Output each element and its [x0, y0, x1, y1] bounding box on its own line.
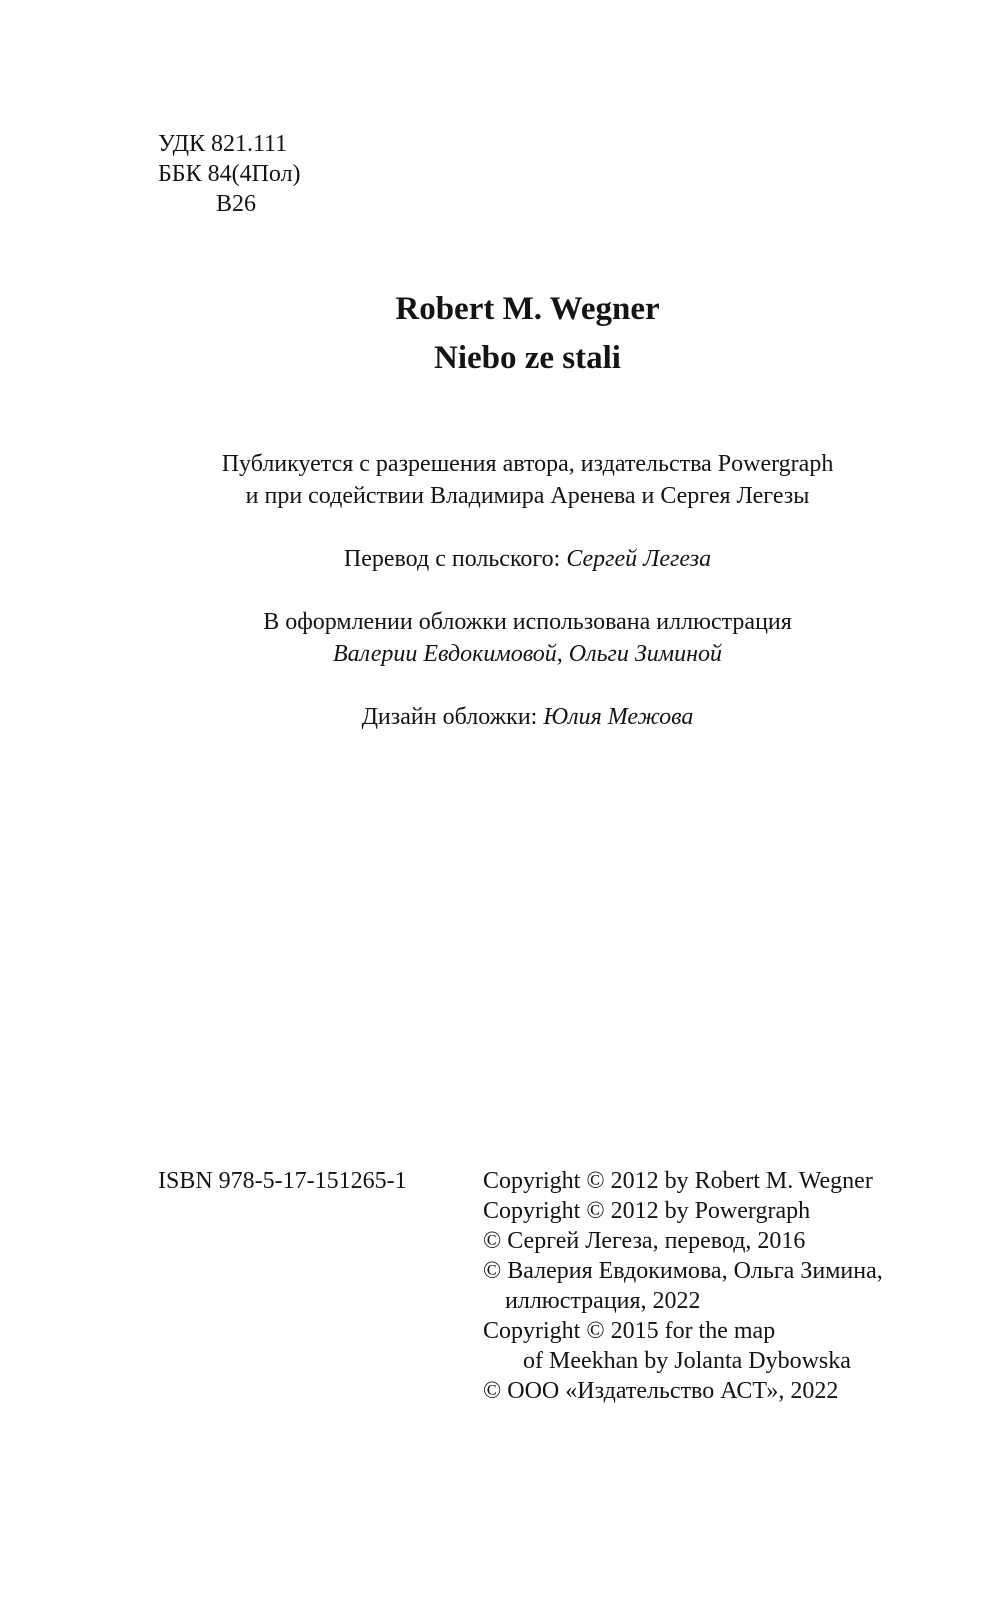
illustration-line: В оформлении обложки использована иллюстрация [263, 609, 792, 635]
copyright-line: © Сергей Легеза, перевод, 2016 [483, 1228, 806, 1254]
copyright-line: Copyright © 2012 by Robert M. Wegner [483, 1168, 873, 1194]
copyright-line: © ООО «Издательство АСТ», 2022 [483, 1378, 839, 1404]
permission-notice [55, 448, 1000, 512]
copyright-line-continuation: иллюстрация, 2022 [505, 1288, 701, 1314]
designer-name: Юлия Межова [543, 704, 694, 730]
bbk-code: ББК 84(4Пол) [158, 161, 301, 187]
original-author: Robert M. Wegner [395, 291, 660, 327]
illustrator-names: Валерии Евдокимовой, Ольги Зиминой [333, 641, 722, 667]
copyright-line: © Валерия Евдокимова, Ольга Зимина, [483, 1258, 883, 1284]
illustration-credit [55, 606, 1000, 670]
author-mark: В26 [216, 191, 257, 217]
copyright-line-continuation: of Meekhan by Jolanta Dybowska [523, 1348, 851, 1374]
credits-block [0, 448, 1000, 733]
translator-name: Сергей Легеза [566, 546, 712, 572]
translation-credit [55, 543, 1000, 575]
original-title-block [0, 285, 1000, 383]
copyright-block [483, 1166, 883, 1406]
copyright-line: Copyright © 2012 by Powergraph [483, 1198, 811, 1224]
permission-line-2: и при содействии Владимира Аренева и Сергея Легезы [245, 483, 810, 509]
design-label: Дизайн обложки: [361, 704, 544, 730]
isbn: ISBN 978-5-17-151265-1 [158, 1168, 407, 1194]
original-title: Niebo ze stali [434, 340, 621, 376]
design-credit [55, 701, 1000, 733]
translation-label: Перевод с польского: [343, 546, 567, 572]
permission-line-1: Публикуется с разрешения автора, издательства Powergraph [221, 451, 834, 477]
classification-codes [158, 129, 301, 219]
udk-code: УДК 821.111 [158, 131, 288, 157]
copyright-line: Copyright © 2015 for the map [483, 1318, 776, 1344]
